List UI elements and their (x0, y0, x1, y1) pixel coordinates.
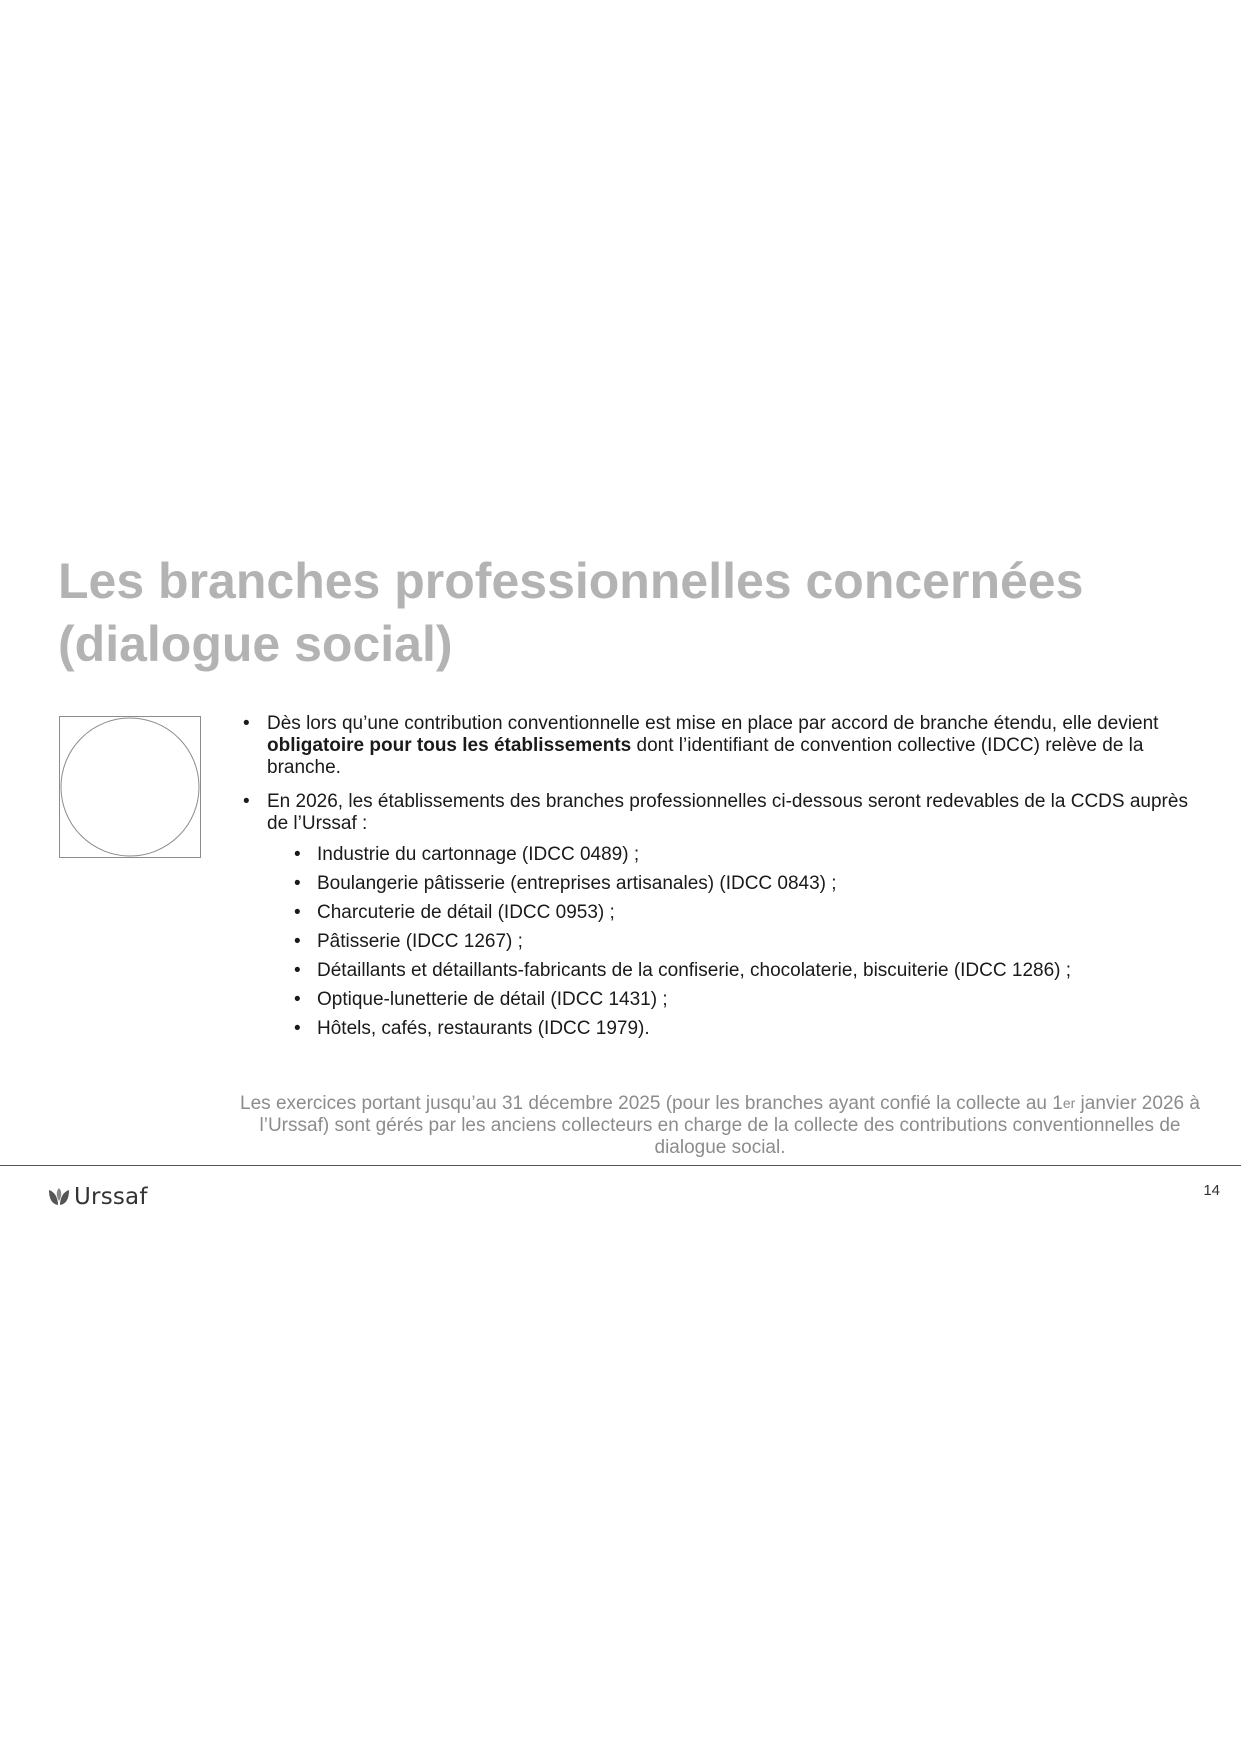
branch-list (267, 844, 1200, 1040)
bullet-text: dont l’identifiant de convention collective (IDCC) relève de la branche. (267, 735, 1144, 778)
branch-label: Boulangerie pâtisserie (entreprises artisanales) (IDCC 0843) ; (317, 873, 837, 894)
bullet-marker: • (294, 989, 301, 1010)
urssaf-logo (48, 1184, 148, 1210)
footnote-superscript: er (1062, 1095, 1076, 1111)
branch-list-item (267, 844, 1200, 866)
slide-title-line-1: Les branches professionnelles concernées (58, 553, 1084, 609)
bullet-marker: • (294, 960, 301, 981)
bullet-text-bold: obligatoire pour tous les établissements (267, 735, 632, 756)
footnote-text: janvier 2026 à l’Urssaf) sont gérés par les anciens collecteurs en charge de la collecte des contributions conventionnelles de dialogue social. (259, 1093, 1200, 1158)
bullet-marker: • (294, 902, 301, 923)
branch-list-item (267, 902, 1200, 924)
branch-label: Industrie du cartonnage (IDCC 0489) ; (317, 844, 640, 865)
bullet-text: Dès lors qu’une contribution conventionnelle est mise en place par accord de branche étendu, elle devient (267, 713, 1159, 734)
bullet-marker: • (294, 873, 301, 894)
bullet-item (240, 713, 1200, 779)
bullet-marker: • (294, 931, 301, 952)
page-number: 14 (1203, 1182, 1220, 1199)
bullet-marker: • (294, 844, 301, 865)
branch-list-item (267, 1018, 1200, 1040)
bullet-marker: • (243, 791, 250, 812)
slide-title-line-2: (dialogue social) (58, 616, 453, 672)
circle-in-square-icon (59, 716, 201, 858)
branch-label: Détaillants et détaillants-fabricants de la confiserie, chocolaterie, biscuiterie (IDCC 1286) ; (317, 960, 1072, 981)
urssaf-logo-icon (48, 1187, 70, 1207)
slide-title (58, 550, 1198, 676)
bullet-item (240, 791, 1200, 1040)
bullet-text: En 2026, les établissements des branches professionnelles ci-dessous seront redevables de la CCDS auprès de l’Urssaf : (267, 791, 1188, 834)
branch-list-item (267, 931, 1200, 953)
branch-list-item (267, 989, 1200, 1011)
branch-list-item (267, 960, 1200, 982)
bullet-marker: • (243, 713, 250, 734)
branch-label: Pâtisserie (IDCC 1267) ; (317, 931, 523, 952)
bullet-marker: • (294, 1018, 301, 1039)
footnote-text: Les exercices portant jusqu’au 31 décembre 2025 (pour les branches ayant confié la collecte au 1 (240, 1093, 1063, 1114)
footer-divider (0, 1165, 1241, 1166)
logo-text: Urssaf (74, 1184, 148, 1210)
branch-label: Charcuterie de détail (IDCC 0953) ; (317, 902, 615, 923)
branch-label: Hôtels, cafés, restaurants (IDCC 1979). (317, 1018, 650, 1039)
footnote (240, 1093, 1200, 1159)
branch-label: Optique-lunetterie de détail (IDCC 1431) ; (317, 989, 668, 1010)
slide-body (240, 713, 1200, 1052)
branch-list-item (267, 873, 1200, 895)
